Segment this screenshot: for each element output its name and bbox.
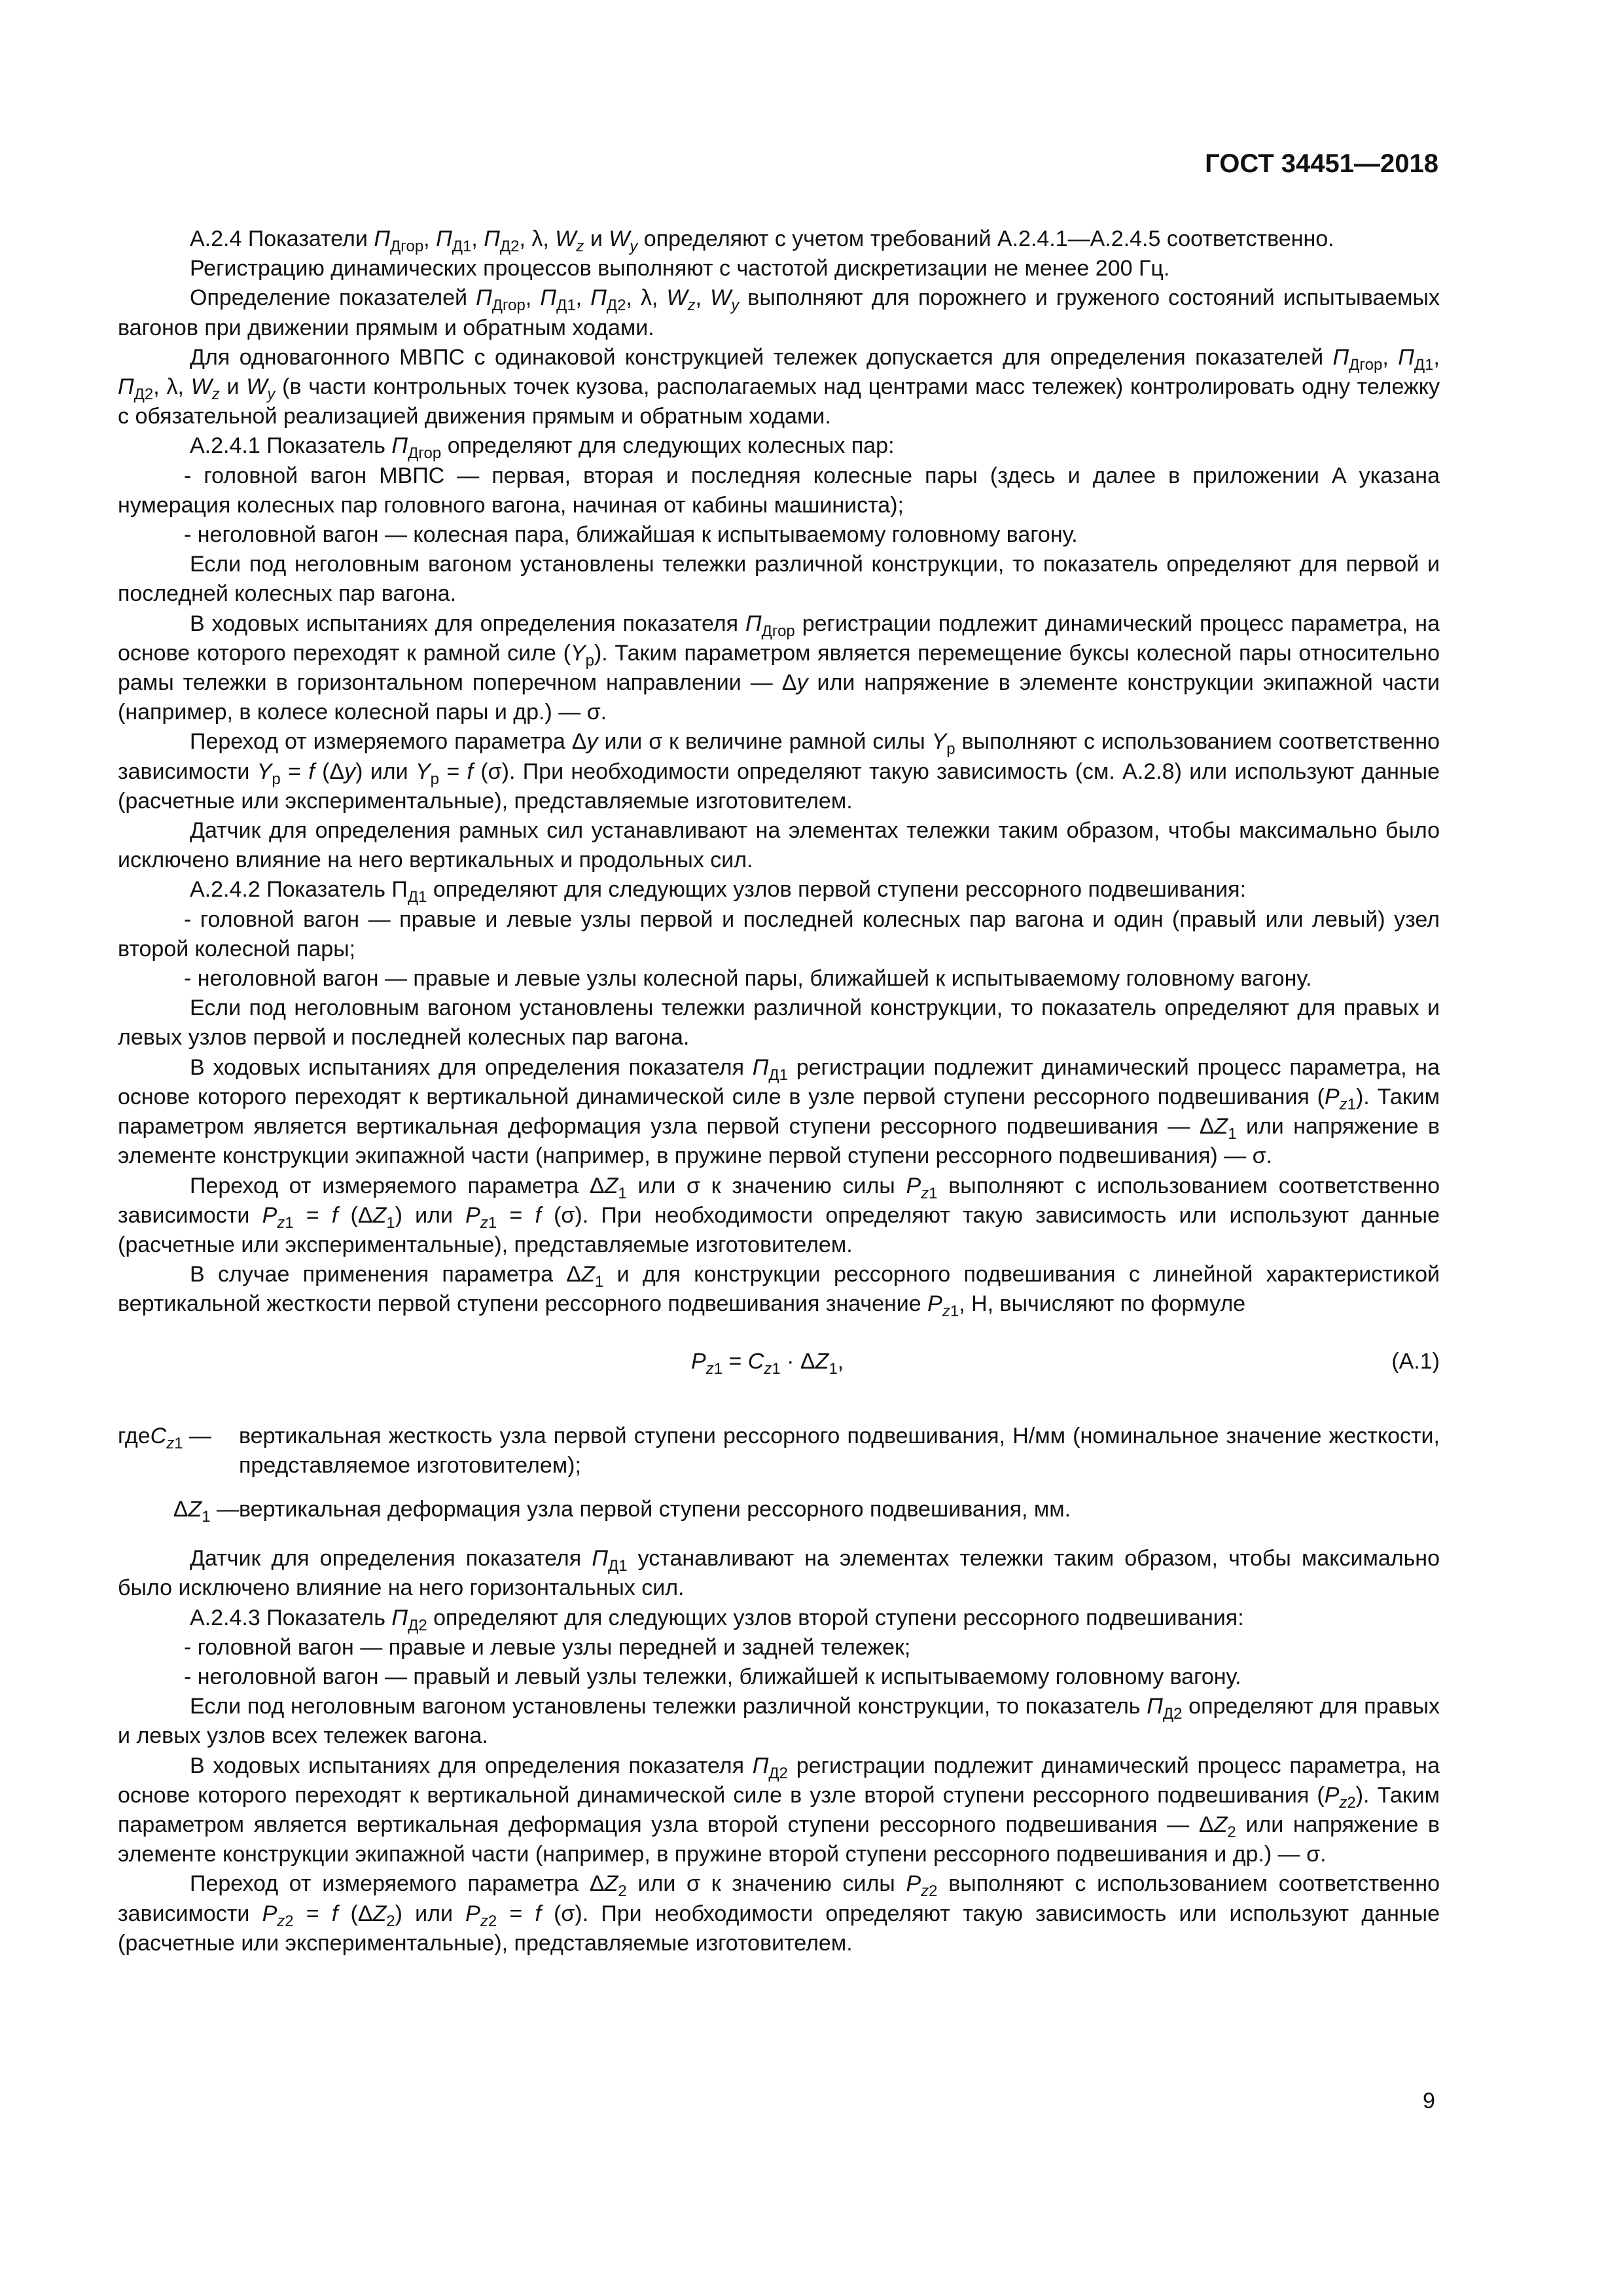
paragraph: Если под неголовным вагоном установлены тележки различной конструкции, то показатель определяют для первой и последней колесных пар вагона.	[118, 552, 1440, 607]
paragraph: В ходовых испытаниях для определения показателя $П_{Д1}$ регистрации подлежит динамический процесс параметра, на основе которого переходят к вертикальной динамической силе в узле первой ступени рессорного подвешивания $(P_{z1})$. Таким параметром является вертикальная деформация узла первой ступени рессорного подвешивания — $\Delta Z_1$ или напряжение в элементе конструкции экипажной части (например, в пружине первой ступени рессорного подвешивания) — σ.	[118, 1054, 1440, 1169]
paragraph: Переход от измеряемого параметра $\Delta Z_2$ или σ к значению силы $P_{z2}$ выполняют с использованием соответственно зависимости $P_{z2} = f$ $(\Delta Z_2)$ или $P_{z2} = f$ (σ). При необходимости определяют такую зависимость или используют данные (расчетные или экспериментальные), представляемые изготовителем.	[118, 1871, 1440, 1956]
paragraph: Датчик для определения рамных сил устанавливают на элементах тележки таким образом, чтобы максимально было исключено влияние на него вертикальных и продольных сил.	[118, 818, 1440, 873]
list-item: - неголовной вагон — колесная пара, ближайшая к испытываемому головному вагону.	[184, 522, 1078, 548]
text-section-1	[118, 224, 1440, 1319]
paragraph: Переход от измеряемого параметра Δy или σ к величине рамной силы $Y_р$ выполняют с использованием соответственно зависимости $Y_р = f$ (Δy) или $Y_р = f$ (σ). При необходимости определяют такую зависимость (см. А.2.8) или используют данные (расчетные или экспериментальные), представляемые изготовителем.	[118, 729, 1440, 814]
paragraph: А.2.4 Показатели $П_{Дгор}$, $П_{Д1}$, $П_{Д2}$, λ, $W_z$ и $W_y$ определяют с учетом требований А.2.4.1—А.2.4.5 соответственно.	[190, 226, 1334, 255]
list-item: - головной вагон — правые и левые узлы передней и задней тележек;	[184, 1634, 911, 1660]
document-header: ГОСТ 34451—2018	[1205, 149, 1438, 178]
paragraph: А.2.4.1 Показатель $П_{Дгор}$ определяют для следующих колесных пар:	[190, 433, 895, 463]
list-item: - головной вагон МВПС — первая, вторая и последняя колесные пары (здесь и далее в приложении А указана нумерация колесных пар головного вагона, начиная от кабины машиниста);	[118, 463, 1440, 518]
legend-text: вертикальная жесткость узла первой ступени рессорного подвешивания, Н/мм (номинальное значение жесткости, представляемое изготовителем);	[239, 1423, 1440, 1478]
paragraph: Датчик для определения показателя $П_{Д1}$ устанавливают на элементах тележки таким образом, чтобы максимально было исключено влияние на него горизонтальных сил.	[118, 1546, 1440, 1601]
list-item: - головной вагон — правые и левые узлы первой и последней колесных пар вагона и один (правый или левый) узел второй колесной пары;	[118, 906, 1440, 961]
formula-a1	[118, 1343, 1440, 1382]
paragraph: Для одновагонного МВПС с одинаковой конструкцией тележек допускается для определения показателей $П_{Дгор}$, $П_{Д1}$, $П_{Д2}$, λ, $W_z$ и $W_y$ (в части контрольных точек кузова, располагаемых над центрами масс тележек) контролировать одну тележку с обязательной реализацией движения прямым и обратным ходами.	[118, 344, 1440, 429]
formula-legend	[118, 1422, 1440, 1525]
text-section-2	[118, 1544, 1440, 1958]
paragraph: В ходовых испытаниях для определения показателя $П_{Дгор}$ регистрации подлежит динамический процесс параметра, на основе которого переходят к рамной силе $(Y_р)$. Таким параметром является перемещение буксы колесной пары относительно рамы тележки в горизонтальном поперечном направлении — Δy или напряжение в элементе конструкции экипажной части (например, в колесе колесной пары и др.) — σ.	[118, 611, 1440, 725]
list-item: - неголовной вагон — правые и левые узлы колесной пары, ближайшей к испытываемому головному вагону.	[184, 966, 1312, 992]
legend-row	[118, 1495, 1440, 1524]
list-item: - неголовной вагон — правый и левый узлы тележки, ближайшей к испытываемому головному вагону.	[184, 1664, 1241, 1689]
paragraph: В случае применения параметра $\Delta Z_1$ и для конструкции рессорного подвешивания с линейной характеристикой вертикальной жесткости первой ступени рессорного подвешивания значение $P_{z1}$, Н, вычисляют по формуле	[118, 1262, 1440, 1321]
formula-number: (А.1)	[1391, 1348, 1440, 1374]
paragraph: Определение показателей $П_{Дгор}$, $П_{Д1}$, $П_{Д2}$, λ, $W_z$, $W_y$ выполняют для порожнего и груженого состояний испытываемых вагонов при движении прямым и обратным ходами.	[118, 285, 1440, 340]
formula-expression: $P_{z1} = C_{z1} \cdot \Delta Z_1$,	[691, 1348, 844, 1378]
paragraph: В ходовых испытаниях для определения показателя $П_{Д2}$ регистрации подлежит динамический процесс параметра, на основе которого переходят к вертикальной динамической силе в узле второй ступени рессорного подвешивания $(P_{z2})$. Таким параметром является вертикальная деформация узла второй ступени рессорного подвешивания — $\Delta Z_2$ или напряжение в элементе конструкции экипажной части (например, в пружине второй ступени рессорного подвешивания и др.) — σ.	[118, 1753, 1440, 1867]
paragraph: Переход от измеряемого параметра $\Delta Z_1$ или σ к значению силы $P_{z1}$ выполняют с использованием соответственно зависимости $P_{z1} = f$ $(\Delta Z_1)$ или $P_{z1} = f$ (σ). При необходимости определяют такую зависимость или используют данные (расчетные или экспериментальные), представляемые изготовителем.	[118, 1173, 1440, 1257]
document-body	[118, 224, 1440, 1958]
legend-symbol: гдеC$_{z1}$ —	[118, 1423, 211, 1452]
paragraph: Если под неголовным вагоном установлены тележки различной конструкции, то показатель $П_{Д2}$ определяют для правых и левых узлов всех тележек вагона.	[118, 1694, 1440, 1749]
paragraph: Если под неголовным вагоном установлены тележки различной конструкции, то показатель определяют для правых и левых узлов первой и последней колесных пар вагона.	[118, 996, 1440, 1050]
legend-symbol: $\Delta Z_1$ —	[173, 1496, 239, 1526]
page-number: 9	[1423, 2089, 1435, 2113]
paragraph: Регистрацию динамических процессов выполняют с частотой дискретизации не менее 200 Гц.	[190, 256, 1170, 281]
legend-text: вертикальная деформация узла первой ступени рессорного подвешивания, мм.	[239, 1496, 1071, 1522]
paragraph: А.2.4.3 Показатель $П_{Д2}$ определяют для следующих узлов второй ступени рессорного подвешивания:	[190, 1605, 1244, 1634]
paragraph: А.2.4.2 Показатель $П_{Д1}$ определяют для следующих узлов первой ступени рессорного подвешивания:	[190, 877, 1247, 906]
legend-row	[118, 1422, 1440, 1480]
